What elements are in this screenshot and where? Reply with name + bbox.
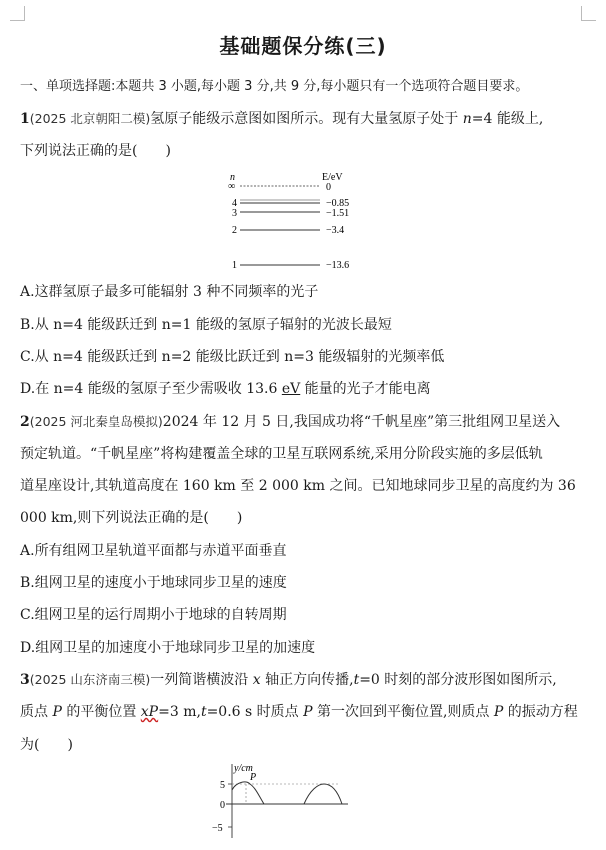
axis-n-label: n <box>230 172 235 183</box>
level-inf-e: 0 <box>326 182 331 193</box>
q3-stem-var-x: x <box>252 672 261 688</box>
q1-stem-text-b: =4 能级上, <box>471 111 544 127</box>
level-4-n: 4 <box>232 198 237 209</box>
wave-tick-neg5: −5 <box>212 823 223 834</box>
wave-axis-y-label: y/cm <box>234 763 253 774</box>
q1-source: (2025 北京朝阳二模) <box>29 111 151 126</box>
q3-line2-text-b: 的平衡位置 <box>61 704 141 720</box>
q3-stem-line3: 为( ) <box>20 737 73 753</box>
q1-number: 1 <box>20 111 30 127</box>
q3-line2-text-f: 的振动方程 <box>503 704 578 720</box>
q1-option-b-text: 从 n=4 能级跃迁到 n=1 能级的氢原子辐射的光波长最短 <box>34 317 392 333</box>
q2-option-b <box>20 574 287 592</box>
q3-line2-text-e: 第一次回到平衡位置,则质点 <box>312 704 494 720</box>
q2-option-c-text: 组网卫星的运行周期小于地球的自转周期 <box>34 607 287 623</box>
q2-option-b-text: 组网卫星的速度小于地球同步卫星的速度 <box>34 575 287 591</box>
q2-option-c <box>20 606 287 624</box>
q2-stem-line4: 000 km,则下列说法正确的是( ) <box>20 510 243 526</box>
q3-stem <box>20 671 557 689</box>
q1-option-d <box>20 380 431 398</box>
energy-level-diagram <box>222 172 372 272</box>
level-4-e: −0.85 <box>326 198 350 209</box>
q1-option-a <box>20 283 318 301</box>
section-heading: 一、单项选择题:本题共 3 小题,每小题 3 分,共 9 分,每小题只有一个选项符合题目要求。 <box>20 79 529 94</box>
level-3-n: 3 <box>232 208 237 219</box>
q3-source: (2025 山东济南三模) <box>29 672 151 687</box>
q3-stem-text-a: 一列简谐横波沿 <box>150 672 253 688</box>
wave-curve-left <box>232 782 264 804</box>
page-title: 基础题保分练(三) <box>219 34 387 58</box>
q1-stem-var-n: n <box>462 111 472 127</box>
level-1-n: 1 <box>232 260 237 271</box>
q2-stem <box>20 413 560 431</box>
q1-option-d-text-a: 在 n=4 能级的氢原子至少需吸收 13.6 <box>35 381 282 397</box>
q2-option-d-text: 组网卫星的加速度小于地球同步卫星的加速度 <box>35 640 316 656</box>
q2-stem-line2: 预定轨道。“千帆星座”将构建覆盖全球的卫星互联网系统,采用分阶段实施的多层低轨 <box>20 446 543 462</box>
wave-point-p-label: P <box>250 772 257 783</box>
q1-option-c-text: 从 n=4 能级跃迁到 n=2 能级比跃迁到 n=3 能级辐射的光频率低 <box>34 349 445 365</box>
level-1-e: −13.6 <box>326 260 350 271</box>
q2-option-a-label: A. <box>20 543 35 559</box>
q1-option-d-label: D. <box>20 381 36 397</box>
q2-stem-line3: 道星座设计,其轨道高度在 160 km 至 2 000 km 之间。已知地球同步卫星的高度约为 36 <box>20 478 576 494</box>
q1-option-a-label: A. <box>20 284 35 300</box>
q1-option-d-text-b: 能量的光子才能电离 <box>300 381 431 397</box>
q3-line2-text-c: =3 m, <box>158 704 201 720</box>
q1-stem <box>20 110 543 128</box>
level-inf-n: ∞ <box>228 181 236 192</box>
q2-option-d <box>20 639 315 657</box>
q2-option-c-label: C. <box>20 607 35 623</box>
q3-line2-var-t: t <box>200 704 207 720</box>
q3-stem-line2 <box>20 703 578 721</box>
q1-option-c-label: C. <box>20 349 35 365</box>
q3-line2-text-d: =0.6 s 时质点 <box>206 704 304 720</box>
q3-line2-var-xp: xP <box>140 704 159 720</box>
q2-option-b-label: B. <box>20 575 35 591</box>
q3-number: 3 <box>20 672 30 688</box>
q2-option-a-text: 所有组网卫星轨道平面都与赤道平面垂直 <box>34 543 287 559</box>
q3-stem-var-t: t <box>353 672 360 688</box>
corner-mark-right <box>581 6 596 21</box>
q1-stem-text-a: 氢原子能级示意图如图所示。现有大量氢原子处于 <box>150 111 463 127</box>
q2-option-d-label: D. <box>20 640 36 656</box>
q1-stem-line2: 下列说法正确的是( ) <box>20 143 171 159</box>
q2-option-a <box>20 542 287 560</box>
level-2-n: 2 <box>232 225 237 236</box>
q3-line2-var-p3: P <box>493 704 504 720</box>
q3-line2-text-a: 质点 <box>20 704 53 720</box>
axis-e-label: E/eV <box>322 172 343 183</box>
corner-mark-left <box>10 6 25 21</box>
q3-line2-var-p2: P <box>303 704 313 720</box>
q1-option-b <box>20 316 392 334</box>
q1-option-d-unit: eV <box>281 381 301 397</box>
q1-option-a-text: 这群氢原子最多可能辐射 3 种不同频率的光子 <box>34 284 319 300</box>
q1-option-b-label: B. <box>20 317 35 333</box>
wave-diagram <box>208 760 358 840</box>
wave-tick-5: 5 <box>220 780 225 791</box>
level-3-e: −1.51 <box>326 208 350 219</box>
q3-stem-text-c: =0 时刻的部分波形图如图所示, <box>359 672 557 688</box>
level-2-e: −3.4 <box>326 225 345 236</box>
q3-line2-var-p: P <box>52 704 62 720</box>
q3-stem-text-b: 轴正方向传播, <box>260 672 354 688</box>
q2-stem-line1: 2024 年 12 月 5 日,我国成功将“千帆星座”第三批组网卫星送入 <box>162 414 561 430</box>
wave-tick-0: 0 <box>220 800 225 811</box>
q2-number: 2 <box>20 414 30 430</box>
q2-source: (2025 河北秦皇岛模拟) <box>29 414 163 429</box>
wave-curve-right <box>304 784 342 804</box>
q1-option-c <box>20 348 444 366</box>
